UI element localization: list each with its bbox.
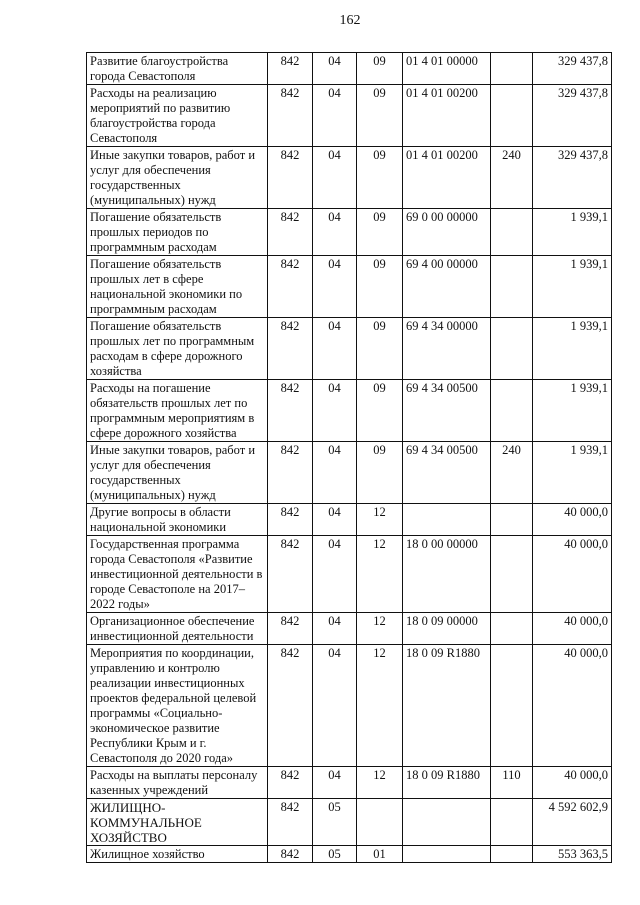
table-row — [87, 536, 612, 613]
row-name-cell: Жилищное хозяйство — [87, 846, 268, 863]
row-grbs-cell: 842 — [268, 846, 313, 863]
row-target-article-cell: 01 4 01 00200 — [403, 147, 491, 209]
row-name-cell: Погашение обязательств прошлых периодов по программным расходам — [87, 209, 268, 256]
budget-table-body — [87, 53, 612, 863]
row-amount-cell: 1 939,1 — [533, 256, 612, 318]
row-section-cell: 04 — [313, 380, 357, 442]
row-name-cell: Расходы на погашение обязательств прошлых лет по программным мероприятиям в сфере дорожного хозяйства — [87, 380, 268, 442]
row-grbs-cell: 842 — [268, 799, 313, 846]
row-target-article-cell: 18 0 09 R1880 — [403, 645, 491, 767]
row-target-article-cell — [403, 799, 491, 846]
row-grbs-cell: 842 — [268, 209, 313, 256]
table-row — [87, 767, 612, 799]
row-grbs-cell: 842 — [268, 147, 313, 209]
table-row — [87, 645, 612, 767]
row-amount-cell: 4 592 602,9 — [533, 799, 612, 846]
table-row — [87, 318, 612, 380]
row-section-cell: 04 — [313, 53, 357, 85]
row-expense-type-cell — [491, 209, 533, 256]
row-expense-type-cell — [491, 256, 533, 318]
row-name-cell: Расходы на выплаты персоналу казенных учреждений — [87, 767, 268, 799]
row-expense-type-cell: 240 — [491, 442, 533, 504]
table-row — [87, 53, 612, 85]
row-grbs-cell: 842 — [268, 318, 313, 380]
row-amount-cell: 1 939,1 — [533, 380, 612, 442]
row-subsection-cell: 12 — [357, 504, 403, 536]
row-amount-cell: 329 437,8 — [533, 53, 612, 85]
row-target-article-cell: 18 0 09 R1880 — [403, 767, 491, 799]
row-target-article-cell: 01 4 01 00200 — [403, 85, 491, 147]
row-grbs-cell: 842 — [268, 442, 313, 504]
row-amount-cell: 40 000,0 — [533, 504, 612, 536]
row-expense-type-cell — [491, 613, 533, 645]
row-section-cell: 04 — [313, 613, 357, 645]
row-name-cell: Развитие благоустройства города Севастополя — [87, 53, 268, 85]
row-section-cell: 04 — [313, 536, 357, 613]
row-grbs-cell: 842 — [268, 256, 313, 318]
row-section-cell: 04 — [313, 85, 357, 147]
row-name-cell: ЖИЛИЩНО-КОММУНАЛЬНОЕ ХОЗЯЙСТВО — [87, 799, 268, 846]
table-row — [87, 147, 612, 209]
row-subsection-cell: 12 — [357, 613, 403, 645]
row-expense-type-cell — [491, 318, 533, 380]
row-grbs-cell: 842 — [268, 504, 313, 536]
row-grbs-cell: 842 — [268, 85, 313, 147]
row-expense-type-cell — [491, 85, 533, 147]
budget-table — [86, 52, 612, 863]
row-subsection-cell: 09 — [357, 442, 403, 504]
row-subsection-cell: 09 — [357, 53, 403, 85]
row-section-cell: 04 — [313, 504, 357, 536]
row-grbs-cell: 842 — [268, 536, 313, 613]
row-name-cell: Погашение обязательств прошлых лет в сфере национальной экономики по программным расходам — [87, 256, 268, 318]
row-section-cell: 05 — [313, 799, 357, 846]
row-grbs-cell: 842 — [268, 613, 313, 645]
row-name-cell: Иные закупки товаров, работ и услуг для обеспечения государственных (муниципальных) нужд — [87, 147, 268, 209]
row-section-cell: 04 — [313, 767, 357, 799]
table-row — [87, 846, 612, 863]
row-grbs-cell: 842 — [268, 645, 313, 767]
row-amount-cell: 329 437,8 — [533, 147, 612, 209]
row-amount-cell: 329 437,8 — [533, 85, 612, 147]
row-expense-type-cell: 110 — [491, 767, 533, 799]
row-expense-type-cell — [491, 846, 533, 863]
row-target-article-cell: 18 0 00 00000 — [403, 536, 491, 613]
row-name-cell: Организационное обеспечение инвестиционной деятельности — [87, 613, 268, 645]
row-subsection-cell — [357, 799, 403, 846]
row-section-cell: 04 — [313, 147, 357, 209]
row-name-cell: Другие вопросы в области национальной экономики — [87, 504, 268, 536]
row-target-article-cell: 69 4 34 00500 — [403, 442, 491, 504]
table-row — [87, 380, 612, 442]
row-expense-type-cell — [491, 504, 533, 536]
row-name-cell: Иные закупки товаров, работ и услуг для обеспечения государственных (муниципальных) нужд — [87, 442, 268, 504]
table-row — [87, 442, 612, 504]
row-grbs-cell: 842 — [268, 53, 313, 85]
row-target-article-cell: 69 4 34 00000 — [403, 318, 491, 380]
row-target-article-cell: 69 0 00 00000 — [403, 209, 491, 256]
row-section-cell: 04 — [313, 209, 357, 256]
row-amount-cell: 1 939,1 — [533, 442, 612, 504]
row-amount-cell: 40 000,0 — [533, 613, 612, 645]
row-expense-type-cell — [491, 380, 533, 442]
row-subsection-cell: 09 — [357, 85, 403, 147]
row-subsection-cell: 09 — [357, 318, 403, 380]
row-section-cell: 05 — [313, 846, 357, 863]
row-target-article-cell: 69 4 00 00000 — [403, 256, 491, 318]
row-subsection-cell: 12 — [357, 645, 403, 767]
row-subsection-cell: 09 — [357, 256, 403, 318]
row-subsection-cell: 12 — [357, 536, 403, 613]
row-section-cell: 04 — [313, 645, 357, 767]
row-expense-type-cell: 240 — [491, 147, 533, 209]
row-expense-type-cell — [491, 536, 533, 613]
row-subsection-cell: 01 — [357, 846, 403, 863]
row-name-cell: Государственная программа города Севастополя «Развитие инвестиционной деятельности в городе Севастополе на 2017–2022 годы» — [87, 536, 268, 613]
row-expense-type-cell — [491, 53, 533, 85]
row-target-article-cell: 69 4 34 00500 — [403, 380, 491, 442]
row-name-cell: Расходы на реализацию мероприятий по развитию благоустройства города Севастополя — [87, 85, 268, 147]
table-row — [87, 799, 612, 846]
table-row — [87, 256, 612, 318]
table-row — [87, 613, 612, 645]
row-section-cell: 04 — [313, 256, 357, 318]
row-amount-cell: 40 000,0 — [533, 767, 612, 799]
row-subsection-cell: 12 — [357, 767, 403, 799]
row-target-article-cell: 18 0 09 00000 — [403, 613, 491, 645]
row-amount-cell: 553 363,5 — [533, 846, 612, 863]
row-target-article-cell — [403, 846, 491, 863]
row-section-cell: 04 — [313, 442, 357, 504]
row-expense-type-cell — [491, 645, 533, 767]
row-expense-type-cell — [491, 799, 533, 846]
row-grbs-cell: 842 — [268, 767, 313, 799]
table-row — [87, 209, 612, 256]
row-amount-cell: 1 939,1 — [533, 318, 612, 380]
row-subsection-cell: 09 — [357, 380, 403, 442]
row-section-cell: 04 — [313, 318, 357, 380]
table-row — [87, 504, 612, 536]
row-subsection-cell: 09 — [357, 147, 403, 209]
table-row — [87, 85, 612, 147]
row-target-article-cell: 01 4 01 00000 — [403, 53, 491, 85]
row-name-cell: Погашение обязательств прошлых лет по программным расходам в сфере дорожного хозяйства — [87, 318, 268, 380]
row-amount-cell: 1 939,1 — [533, 209, 612, 256]
row-target-article-cell — [403, 504, 491, 536]
row-subsection-cell: 09 — [357, 209, 403, 256]
page-number: 162 — [339, 13, 361, 28]
row-grbs-cell: 842 — [268, 380, 313, 442]
row-amount-cell: 40 000,0 — [533, 536, 612, 613]
row-name-cell: Мероприятия по координации, управлению и контролю реализации инвестиционных проектов федеральной целевой программы «Социально-экономическое развитие Республики Крым и г. Севастополя до 2020 года» — [87, 645, 268, 767]
row-amount-cell: 40 000,0 — [533, 645, 612, 767]
